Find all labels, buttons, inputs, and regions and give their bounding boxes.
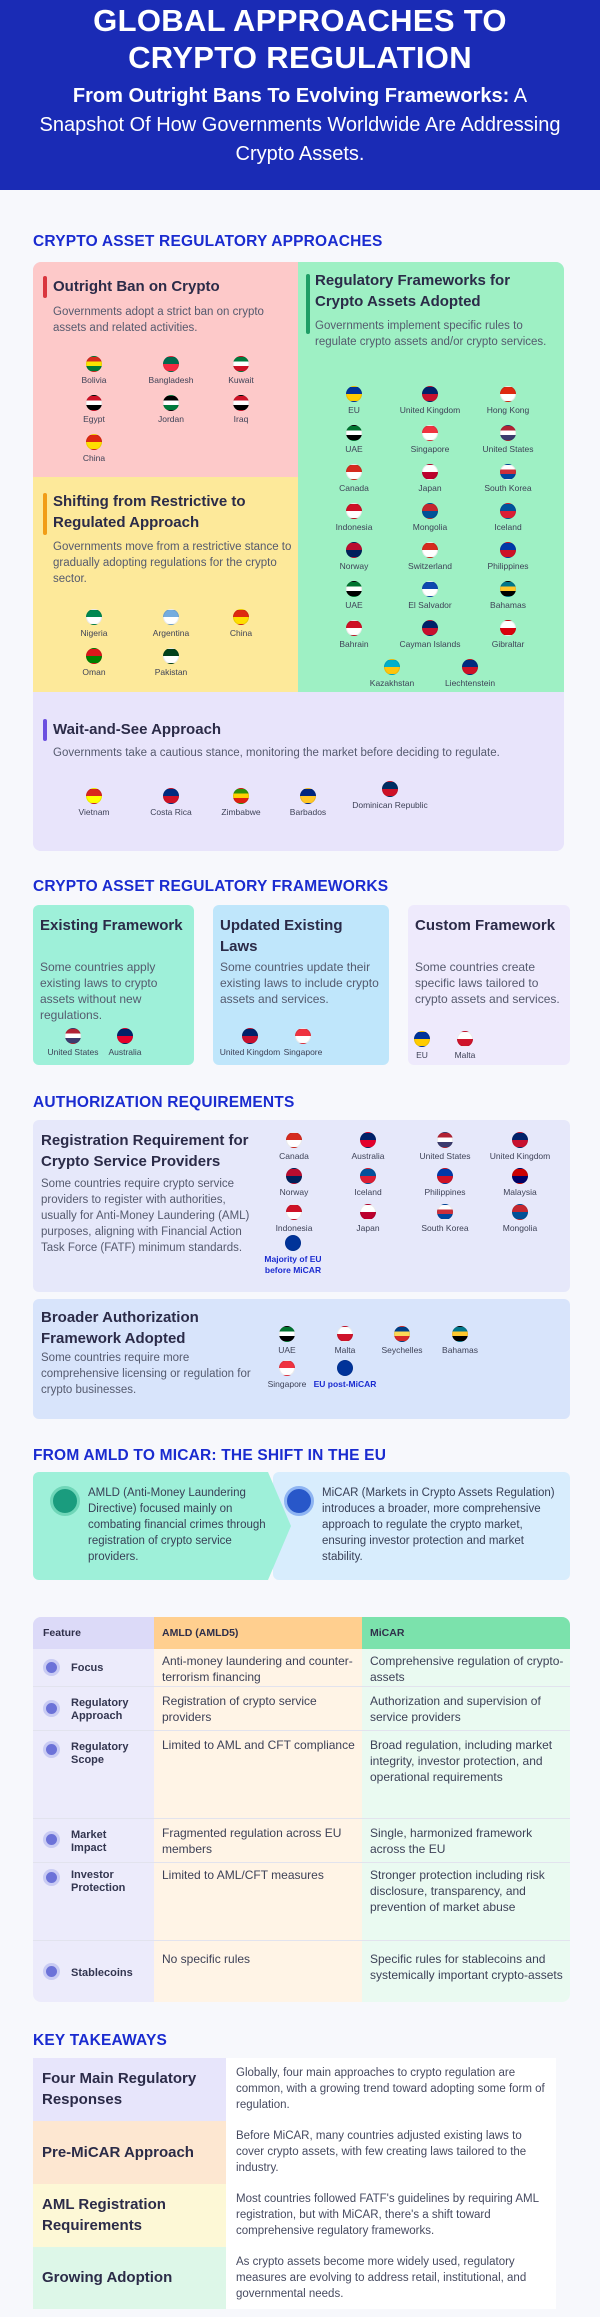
- hero-header: [0, 0, 600, 190]
- flag-icon: [500, 464, 516, 480]
- country-name: Cayman Islands: [399, 639, 461, 649]
- flag-icon: [452, 1326, 468, 1342]
- flag-icon: [382, 781, 398, 797]
- country-flag-item: [333, 1168, 403, 1198]
- country-name: Iceland: [494, 522, 522, 532]
- country-name: China: [82, 453, 106, 463]
- flag-icon: [346, 464, 362, 480]
- country-name: Bahrain: [339, 639, 369, 649]
- country-flag-item: [319, 542, 389, 572]
- country-flag-item: [410, 1204, 480, 1234]
- country-name: Argentina: [152, 628, 190, 638]
- flag-icon: [500, 386, 516, 402]
- flag-icon: [86, 788, 102, 804]
- country-name: Japan: [356, 1223, 380, 1233]
- feature-icon: [43, 1741, 60, 1758]
- flag-icon: [422, 425, 438, 441]
- flag-icon: [422, 581, 438, 597]
- country-flag-item: [136, 395, 206, 425]
- country-name: Singapore: [283, 1047, 323, 1057]
- wait-accent: [43, 719, 47, 741]
- flag-icon: [346, 581, 362, 597]
- takeaway-title: Pre-MiCAR Approach: [42, 2144, 194, 2161]
- frameworks-desc: Governments implement specific rules to regulate crypto assets and/or crypto services.: [315, 320, 547, 348]
- takeaway-item: [33, 2247, 556, 2309]
- section-heading-takeaways: KEY TAKEAWAYS: [33, 2032, 168, 2049]
- takeaway-item: [33, 2058, 556, 2121]
- page-subtitle: [30, 82, 570, 169]
- country-name: Nigeria: [80, 628, 108, 638]
- country-name: Canada: [339, 483, 369, 493]
- takeaway-item: [33, 2121, 556, 2184]
- country-name: Oman: [82, 667, 106, 677]
- header-amld: AMLD (AMLD5): [162, 1627, 239, 1639]
- micar-cell: Single, harmonized framework across the EU: [370, 1826, 533, 1856]
- feature-label: Investor Protection: [71, 1869, 126, 1894]
- country-name: Malta: [334, 1345, 356, 1355]
- country-name: Dominican Republic: [352, 800, 428, 810]
- registration-title: Registration Requirement for Crypto Service Providers: [41, 1132, 249, 1170]
- country-flag-item: [259, 1204, 329, 1234]
- flag-icon: [286, 1204, 302, 1220]
- flag-icon: [65, 1028, 81, 1044]
- country-flag-item: [473, 425, 543, 455]
- country-flag-item: [395, 581, 465, 611]
- country-flag-item: [473, 464, 543, 494]
- takeaway-title-cell: [33, 2121, 226, 2184]
- country-flag-item: [473, 620, 543, 650]
- country-flag-item: [357, 659, 427, 689]
- flag-icon: [286, 1168, 302, 1184]
- flag-icon: [233, 356, 249, 372]
- country-name: EU: [416, 1050, 428, 1060]
- country-flag-item: [268, 1028, 338, 1058]
- amld-cell: Anti-money laundering and counter-terrorism financing: [162, 1654, 353, 1684]
- flag-icon: [279, 1360, 295, 1376]
- country-flag-item: [410, 1132, 480, 1162]
- flag-icon: [437, 1132, 453, 1148]
- country-flag-item: [136, 788, 206, 818]
- country-flag-item: [319, 386, 389, 416]
- feature-label: Focus: [71, 1662, 104, 1674]
- feature-icon: [43, 1831, 60, 1848]
- feature-label: Regulatory Approach: [71, 1697, 129, 1722]
- country-name: Liechtenstein: [444, 678, 496, 688]
- section-heading-frameworks: CRYPTO ASSET REGULATORY FRAMEWORKS: [33, 878, 389, 895]
- country-name: Norway: [279, 1187, 309, 1197]
- wait-title: Wait-and-See Approach: [53, 721, 222, 738]
- wait-desc: Governments take a cautious stance, monitoring the market before deciding to regulate.: [53, 747, 500, 759]
- flag-icon: [500, 542, 516, 558]
- flag-icon: [86, 434, 102, 450]
- country-flag-item: [319, 503, 389, 533]
- country-name: Iraq: [233, 414, 249, 424]
- country-name: UAE: [278, 1345, 296, 1355]
- country-flag-item: [206, 395, 276, 425]
- ban-desc: Governments adopt a strict ban on crypto assets and related activities.: [53, 306, 264, 334]
- country-flag-item: [90, 1028, 160, 1058]
- country-name: UAE: [345, 444, 363, 454]
- flag-icon: [295, 1028, 311, 1044]
- country-name: Gibraltar: [491, 639, 525, 649]
- country-name: United Kingdom: [399, 405, 461, 415]
- flag-icon: [86, 395, 102, 411]
- flag-icon: [457, 1031, 473, 1047]
- feature-icon: [43, 1659, 60, 1676]
- eu-flag-icon: [337, 1360, 353, 1376]
- flag-icon: [346, 620, 362, 636]
- updated-title: Updated Existing Laws: [220, 917, 343, 955]
- flag-icon: [437, 1168, 453, 1184]
- country-name: Seychelles: [381, 1345, 423, 1355]
- registration-desc: Some countries require crypto service providers to register with authorities, usually for Anti-Money Laundering (AML) purposes, aligning with Financial Action Task Force (FATF) minimum standards.: [41, 1178, 250, 1254]
- country-flag-item: [206, 356, 276, 386]
- table-row: [33, 1649, 570, 1687]
- amld-cell: Limited to AML/CFT measures: [162, 1868, 324, 1882]
- country-name: Malta: [454, 1050, 476, 1060]
- broader-title: Broader Authorization Framework Adopted: [41, 1309, 199, 1347]
- micar-cell: Comprehensive regulation of crypto-assets: [370, 1654, 564, 1684]
- country-name: Bolivia: [81, 375, 107, 385]
- flag-icon: [394, 1326, 410, 1342]
- country-name: Bangladesh: [148, 375, 194, 385]
- country-flag-item: [395, 464, 465, 494]
- country-name: Kazakhstan: [369, 678, 415, 688]
- country-name: Egypt: [83, 414, 105, 424]
- country-name: Iceland: [354, 1187, 382, 1197]
- country-flag-item: [430, 1031, 500, 1061]
- flag-icon: [163, 788, 179, 804]
- flag-icon: [233, 395, 249, 411]
- country-flag-item: [473, 542, 543, 572]
- country-flag-item: [350, 781, 430, 811]
- eu-note: [253, 1235, 333, 1276]
- country-flag-item: [395, 425, 465, 455]
- flag-icon: [360, 1132, 376, 1148]
- shifting-accent: [43, 493, 47, 535]
- table-row: [33, 1687, 570, 1731]
- section-heading-authorization: AUTHORIZATION REQUIREMENTS: [33, 1094, 295, 1111]
- country-flag-item: [59, 356, 129, 386]
- shifting-desc: Governments move from a restrictive stance to gradually adopting regulations for the crypto sector.: [53, 541, 292, 585]
- frameworks-title: Regulatory Frameworks for Crypto Assets Adopted: [315, 272, 511, 310]
- country-flag-item: [395, 503, 465, 533]
- micar-cell: Stronger protection including risk disclosure, transparency, and prevention of market abuse: [370, 1868, 545, 1914]
- country-name: Mongolia: [502, 1223, 538, 1233]
- flag-icon: [286, 1132, 302, 1148]
- country-flag-item: [395, 386, 465, 416]
- country-flag-item: [435, 659, 505, 689]
- flag-icon: [462, 659, 478, 675]
- flag-icon: [337, 1326, 353, 1342]
- country-name: Zimbabwe: [221, 807, 261, 817]
- section-heading-approaches: CRYPTO ASSET REGULATORY APPROACHES: [33, 233, 383, 250]
- takeaway-text: Before MiCAR, many countries adjusted existing laws to cover crypto assets, with few creating laws tailored to the industry.: [236, 2130, 527, 2174]
- broader-box: [33, 1299, 570, 1419]
- country-flag-item: [425, 1326, 495, 1356]
- takeaway-title: Growing Adoption: [42, 2269, 173, 2286]
- takeaway-text: As crypto assets become more widely used, regulatory measures are evolving to address retail, institutional, and governmental needs.: [236, 2256, 527, 2300]
- flag-icon: [346, 503, 362, 519]
- country-flag-item: [136, 356, 206, 386]
- eu-note-text: EU post-MiCAR: [313, 1379, 377, 1389]
- flag-icon: [86, 609, 102, 625]
- flag-icon: [86, 648, 102, 664]
- country-flag-item: [333, 1204, 403, 1234]
- flag-icon: [233, 788, 249, 804]
- takeaway-text-cell: [226, 2184, 556, 2247]
- micar-cell: Specific rules for stablecoins and systemically important crypto-assets: [370, 1952, 563, 1982]
- country-name: Barbados: [289, 807, 327, 817]
- shifting-title: Shifting from Restrictive to Regulated Approach: [53, 493, 246, 531]
- country-name: Canada: [279, 1151, 309, 1161]
- eu-note: [305, 1360, 385, 1390]
- country-name: South Korea: [484, 483, 532, 493]
- flag-icon: [163, 648, 179, 664]
- comparison-table: [33, 1617, 570, 2002]
- country-flag-item: [59, 395, 129, 425]
- country-name: Bahamas: [490, 600, 526, 610]
- flag-icon: [500, 581, 516, 597]
- country-flag-item: [319, 581, 389, 611]
- flag-icon: [233, 609, 249, 625]
- eu-flag-icon: [285, 1235, 301, 1251]
- takeaway-item: [33, 2184, 556, 2247]
- takeaway-text-cell: [226, 2121, 556, 2184]
- country-name: Japan: [418, 483, 442, 493]
- flag-icon: [422, 386, 438, 402]
- flag-icon: [422, 503, 438, 519]
- country-flag-item: [473, 503, 543, 533]
- country-name: Vietnam: [78, 807, 110, 817]
- country-name: United Kingdom: [219, 1047, 281, 1057]
- takeaway-text-cell: [226, 2058, 556, 2121]
- country-flag-item: [473, 581, 543, 611]
- flag-icon: [346, 542, 362, 558]
- country-name: El Salvador: [408, 600, 452, 610]
- eu-note-text: Majority of EU before MiCAR: [264, 1254, 322, 1275]
- country-name: Mongolia: [412, 522, 448, 532]
- country-flag-item: [259, 1132, 329, 1162]
- flag-icon: [279, 1326, 295, 1342]
- header-feature: Feature: [43, 1627, 81, 1639]
- subtitle-rest: A Snapshot Of How Governments Worldwide Are Addressing Crypto Assets.: [39, 85, 561, 165]
- country-name: Jordan: [158, 414, 184, 424]
- flag-icon: [422, 464, 438, 480]
- table-row: [33, 1819, 570, 1863]
- country-flag-item: [410, 1168, 480, 1198]
- country-flag-item: [59, 609, 129, 639]
- feature-label: Market Impact: [71, 1829, 107, 1854]
- flag-icon: [360, 1204, 376, 1220]
- flag-icon: [346, 386, 362, 402]
- country-name: Bahamas: [442, 1345, 478, 1355]
- country-flag-item: [395, 620, 465, 650]
- updated-desc: Some countries update their existing laws to include crypto assets and services.: [220, 960, 379, 1006]
- custom-title: Custom Framework: [415, 917, 556, 934]
- country-name: Costa Rica: [150, 807, 192, 817]
- country-name: Australia: [108, 1047, 142, 1057]
- micar-cell: Broad regulation, including market integrity, investor protection, and operational requirements: [370, 1738, 553, 1784]
- feature-label: Regulatory Scope: [71, 1741, 129, 1766]
- page-title: GLOBAL APPROACHES TO CRYPTO REGULATION: [93, 3, 507, 75]
- country-name: Switzerland: [408, 561, 452, 571]
- flag-icon: [242, 1028, 258, 1044]
- flag-icon: [163, 356, 179, 372]
- country-name: Hong Kong: [486, 405, 530, 415]
- flag-icon: [500, 620, 516, 636]
- takeaway-title-cell: [33, 2058, 226, 2121]
- country-flag-item: [485, 1132, 555, 1162]
- country-flag-item: [319, 464, 389, 494]
- takeaway-text: Globally, four main approaches to crypto regulation are common, with a growing trend toward adopting some form of regulation.: [236, 2067, 545, 2111]
- feature-icon: [43, 1700, 60, 1717]
- flag-icon: [384, 659, 400, 675]
- country-flag-item: [136, 648, 206, 678]
- country-name: United States: [482, 444, 534, 454]
- country-flag-item: [206, 788, 276, 818]
- country-name: UAE: [345, 600, 363, 610]
- country-flag-item: [59, 434, 129, 464]
- existing-desc: Some countries apply existing laws to crypto assets without new regulations.: [40, 960, 158, 1022]
- flag-icon: [422, 620, 438, 636]
- amld-cell: No specific rules: [162, 1952, 251, 1966]
- country-flag-item: [485, 1204, 555, 1234]
- country-flag-item: [273, 788, 343, 818]
- takeaway-text: Most countries followed FATF's guidelines by requiring AML registration, but with MiCAR, there's a shift toward comprehensive regulatory frameworks.: [236, 2193, 539, 2237]
- country-name: Philippines: [424, 1187, 466, 1197]
- frameworks-accent: [306, 274, 310, 334]
- country-name: United States: [47, 1047, 99, 1057]
- country-name: Norway: [339, 561, 369, 571]
- feature-icon: [43, 1869, 60, 1886]
- takeaway-title-cell: [33, 2247, 226, 2309]
- country-name: Indonesia: [335, 522, 373, 532]
- country-flag-item: [319, 425, 389, 455]
- micar-cell: Authorization and supervision of service providers: [370, 1694, 541, 1724]
- custom-desc: Some countries create specific laws tailored to crypto assets and services.: [415, 960, 560, 1006]
- section-heading-shift: FROM AMLD TO MICAR: THE SHIFT IN THE EU: [33, 1447, 387, 1464]
- amld-cell: Registration of crypto service providers: [162, 1694, 317, 1724]
- ban-accent: [43, 276, 47, 298]
- country-name: South Korea: [421, 1223, 469, 1233]
- flag-icon: [500, 425, 516, 441]
- country-flag-item: [395, 542, 465, 572]
- flag-icon: [500, 503, 516, 519]
- flag-icon: [117, 1028, 133, 1044]
- country-name: United Kingdom: [489, 1151, 551, 1161]
- flag-icon: [512, 1168, 528, 1184]
- feature-icon: [43, 1963, 60, 1980]
- header-micar: MiCAR: [370, 1627, 405, 1639]
- country-flag-item: [136, 609, 206, 639]
- country-name: Kuwait: [228, 375, 254, 385]
- country-name: China: [229, 628, 253, 638]
- country-flag-item: [333, 1132, 403, 1162]
- country-name: Singapore: [267, 1379, 307, 1389]
- flag-icon: [512, 1204, 528, 1220]
- country-flag-item: [473, 386, 543, 416]
- amld-icon: [50, 1486, 80, 1516]
- wait-box: [33, 692, 564, 851]
- table-row: [33, 1731, 570, 1819]
- country-name: Pakistan: [154, 667, 188, 677]
- flag-icon: [346, 425, 362, 441]
- country-flag-item: [319, 620, 389, 650]
- country-flag-item: [259, 1168, 329, 1198]
- flag-icon: [512, 1132, 528, 1148]
- takeaway-title-cell: [33, 2184, 226, 2247]
- amld-cell: Limited to AML and CFT compliance: [162, 1738, 355, 1752]
- takeaway-title: AML Registration Requirements: [42, 2196, 166, 2234]
- amld-text: AMLD (Anti-Money Laundering Directive) focused mainly on combating financial crimes through registration of crypto service providers.: [88, 1487, 266, 1563]
- country-flag-item: [485, 1168, 555, 1198]
- flag-icon: [414, 1031, 430, 1047]
- country-name: Malaysia: [503, 1187, 537, 1197]
- country-flag-item: [59, 788, 129, 818]
- country-name: Philippines: [487, 561, 529, 571]
- flag-icon: [86, 356, 102, 372]
- table-row: [33, 1863, 570, 1941]
- flag-icon: [300, 788, 316, 804]
- flag-icon: [360, 1168, 376, 1184]
- flag-icon: [163, 395, 179, 411]
- country-name: Australia: [351, 1151, 385, 1161]
- subtitle-bold: From Outright Bans To Evolving Frameworks:: [72, 85, 510, 107]
- takeaway-text-cell: [226, 2247, 556, 2309]
- country-name: United States: [419, 1151, 471, 1161]
- micar-text: MiCAR (Markets in Crypto Assets Regulation) introduces a broader, more comprehensive approach to regulate the crypto market, ensuring investor protection and market stability.: [322, 1487, 555, 1563]
- feature-label: Stablecoins: [71, 1967, 133, 1979]
- flag-icon: [163, 609, 179, 625]
- takeaway-title: Four Main Regulatory Responses: [42, 2070, 197, 2108]
- country-flag-item: [206, 609, 276, 639]
- flag-icon: [437, 1204, 453, 1220]
- country-name: Singapore: [410, 444, 450, 454]
- country-name: Indonesia: [275, 1223, 313, 1233]
- broader-desc: Some countries require more comprehensive licensing or regulation for crypto businesses.: [41, 1352, 251, 1396]
- country-name: EU: [348, 405, 360, 415]
- existing-title: Existing Framework: [40, 917, 183, 934]
- amld-cell: Fragmented regulation across EU members: [162, 1826, 342, 1856]
- country-flag-item: [59, 648, 129, 678]
- ban-title: Outright Ban on Crypto: [53, 278, 220, 295]
- table-row: [33, 1941, 570, 2002]
- micar-icon: [284, 1486, 314, 1516]
- flag-icon: [422, 542, 438, 558]
